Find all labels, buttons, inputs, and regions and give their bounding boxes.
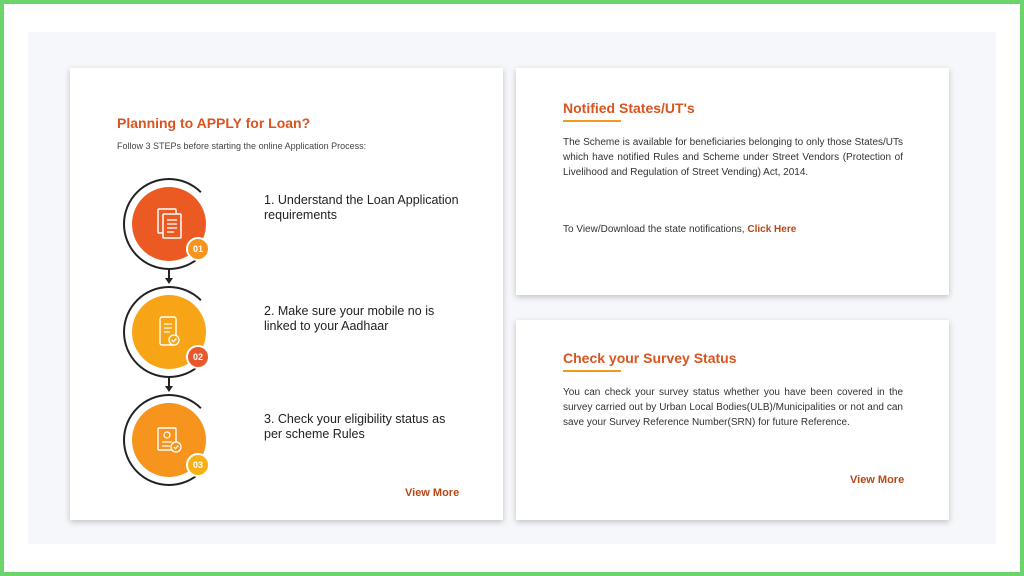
mobile-check-icon: [156, 315, 182, 349]
title-underline: [563, 120, 621, 122]
step-2-text: 2. Make sure your mobile no is linked to your Aadhaar: [264, 304, 435, 333]
survey-view-more-link[interactable]: View More: [850, 474, 905, 486]
notification-download-label: To View/Download the state notifications,: [563, 224, 748, 235]
survey-status-card: [516, 320, 949, 520]
notified-states-card: [516, 68, 949, 295]
arrow-down-icon: [165, 278, 173, 284]
loan-planning-card: [70, 68, 503, 520]
step-3-badge: 03: [186, 453, 210, 477]
title-underline: [563, 370, 621, 372]
loan-planning-subtitle: Follow 3 STEPs before starting the online Application Process:: [117, 141, 367, 151]
loan-planning-title: Planning to APPLY for Loan?: [117, 115, 311, 131]
notified-states-title: Notified States/UT's: [563, 100, 695, 116]
step-1-badge: 01: [186, 237, 210, 261]
loan-view-more-link[interactable]: View More: [405, 487, 460, 499]
step-1-text: 1. Understand the Loan Application requirements: [264, 193, 459, 222]
notified-states-body: The Scheme is available for beneficiaries belonging to only those States/UTs which have notified Rules and Scheme under Street Vendors (Protection of Livelihood and Regulation of Street Vending) Act, 2014.: [563, 137, 903, 178]
click-here-link[interactable]: Click Here: [747, 224, 797, 235]
eligibility-card-icon: [153, 424, 185, 456]
document-icon: [154, 207, 184, 241]
step-2-badge: 02: [186, 345, 210, 369]
step-3-text: 3. Check your eligibility status as per scheme Rules: [264, 412, 446, 441]
survey-status-title: Check your Survey Status: [563, 350, 737, 366]
arrow-down-icon: [165, 386, 173, 392]
survey-status-body: You can check your survey status whether you have been covered in the survey carried out by Urban Local Bodies(ULB)/Municipalities or not and can save your Survey Reference Number(SRN) for future Reference.: [563, 387, 903, 428]
notification-download-text: [563, 222, 903, 237]
